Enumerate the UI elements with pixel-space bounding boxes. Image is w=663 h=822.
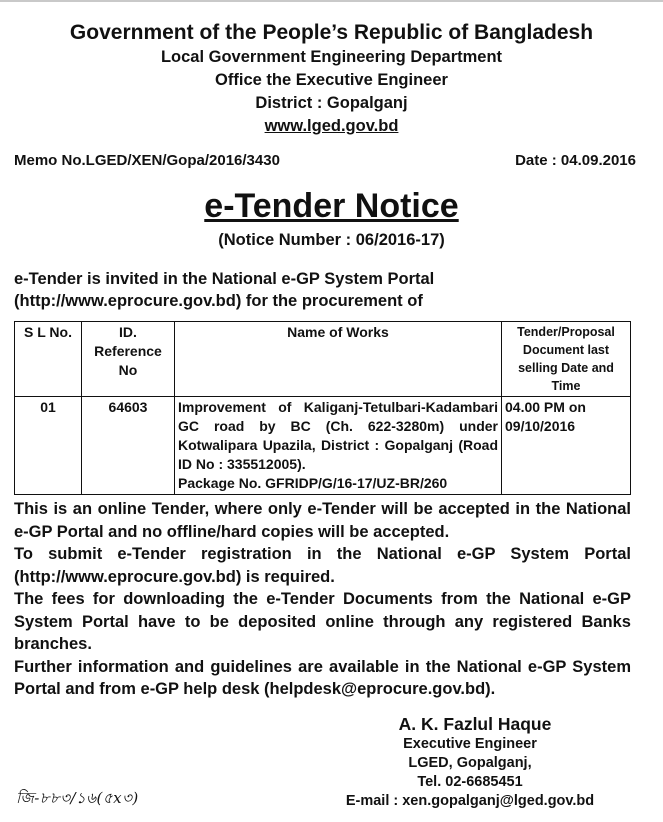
signatory-office: LGED, Gopalganj, (408, 755, 532, 771)
reference-stamp: জি-৮৮৩/১৬(৫x৩) (16, 789, 139, 807)
district-name: District : Gopalganj (255, 94, 408, 112)
top-edge-line (0, 0, 663, 2)
notice-header (0, 20, 663, 138)
header-date (502, 322, 631, 397)
body-paragraph-2: To submit e-Tender registration in the National e-GP System Portal (http://www.eprocure.gov.bd) is required. (14, 545, 631, 586)
department-name: Local Government Engineering Department (160, 48, 503, 66)
works-table (14, 321, 631, 495)
header-id-line-3: No (118, 362, 138, 378)
header-id-line-1: ID. (119, 324, 137, 340)
body-paragraph-4: Further information and guidelines are available in the National e-GP System Portal and from e-GP help desk (helpdesk@eprocure.gov.bd). (14, 657, 631, 698)
notice-body (14, 498, 631, 701)
memo-number: Memo No.LGED/XEN/Gopa/2016/3430 (14, 152, 280, 169)
website-link[interactable]: www.lged.gov.bd (264, 117, 399, 135)
table-row (15, 397, 631, 495)
row-date-time: 04.00 PM on (505, 399, 586, 415)
intro-text (14, 268, 639, 312)
government-title: Government of the People’s Republic of Bangladesh (69, 21, 594, 44)
memo-date: Date : 04.09.2016 (515, 152, 636, 169)
header-id (82, 322, 175, 397)
signatory-name: A. K. Fazlul Haque (398, 714, 552, 734)
row-work (175, 397, 502, 495)
title-block (0, 185, 663, 251)
body-paragraph-1: This is an online Tender, where only e-Tender will be accepted in the National e-GP Portal and no offline/hard copies will be accepted. (14, 500, 631, 541)
header-date-line-2: Document last (522, 343, 610, 357)
intro-line-2: (http://www.eprocure.gov.bd) for the procurement of (14, 292, 423, 310)
table-header-row (15, 322, 631, 397)
signature-block (320, 713, 620, 811)
notice-title: e-Tender Notice (204, 187, 459, 225)
header-sl: S L No. (15, 322, 82, 397)
header-name-of-works: Name of Works (175, 322, 502, 397)
row-work-description: Improvement of Kaliganj-Tetulbari-Kadambari GC road by BC (Ch. 622-3280m) under Kotwalipara Upazila, District : Gopalganj (Road ID No : 335512005). (178, 399, 498, 472)
intro-line-1: e-Tender is invited in the National e-GP System Portal (14, 270, 435, 288)
signatory-title: Executive Engineer (403, 736, 537, 752)
header-date-line-3: selling Date and Time (518, 361, 614, 393)
header-id-line-2: Reference (94, 343, 162, 359)
row-package: Package No. GFRIDP/G/16-17/UZ-BR/260 (178, 475, 448, 491)
office-name: Office the Executive Engineer (215, 71, 448, 89)
header-date-line-1: Tender/Proposal (517, 325, 615, 339)
signatory-email[interactable]: E-mail : xen.gopalganj@lged.gov.bd (345, 793, 595, 809)
memo-row (14, 152, 636, 169)
row-sl: 01 (15, 397, 82, 495)
row-date-value: 09/10/2016 (505, 418, 576, 434)
notice-number: (Notice Number : 06/2016-17) (218, 231, 445, 249)
row-id: 64603 (82, 397, 175, 495)
body-paragraph-3: The fees for downloading the e-Tender Documents from the National e-GP System Portal have to be deposited online through any registered Banks branches. (14, 590, 631, 653)
signatory-tel: Tel. 02-6685451 (417, 774, 523, 790)
row-date (502, 397, 631, 495)
